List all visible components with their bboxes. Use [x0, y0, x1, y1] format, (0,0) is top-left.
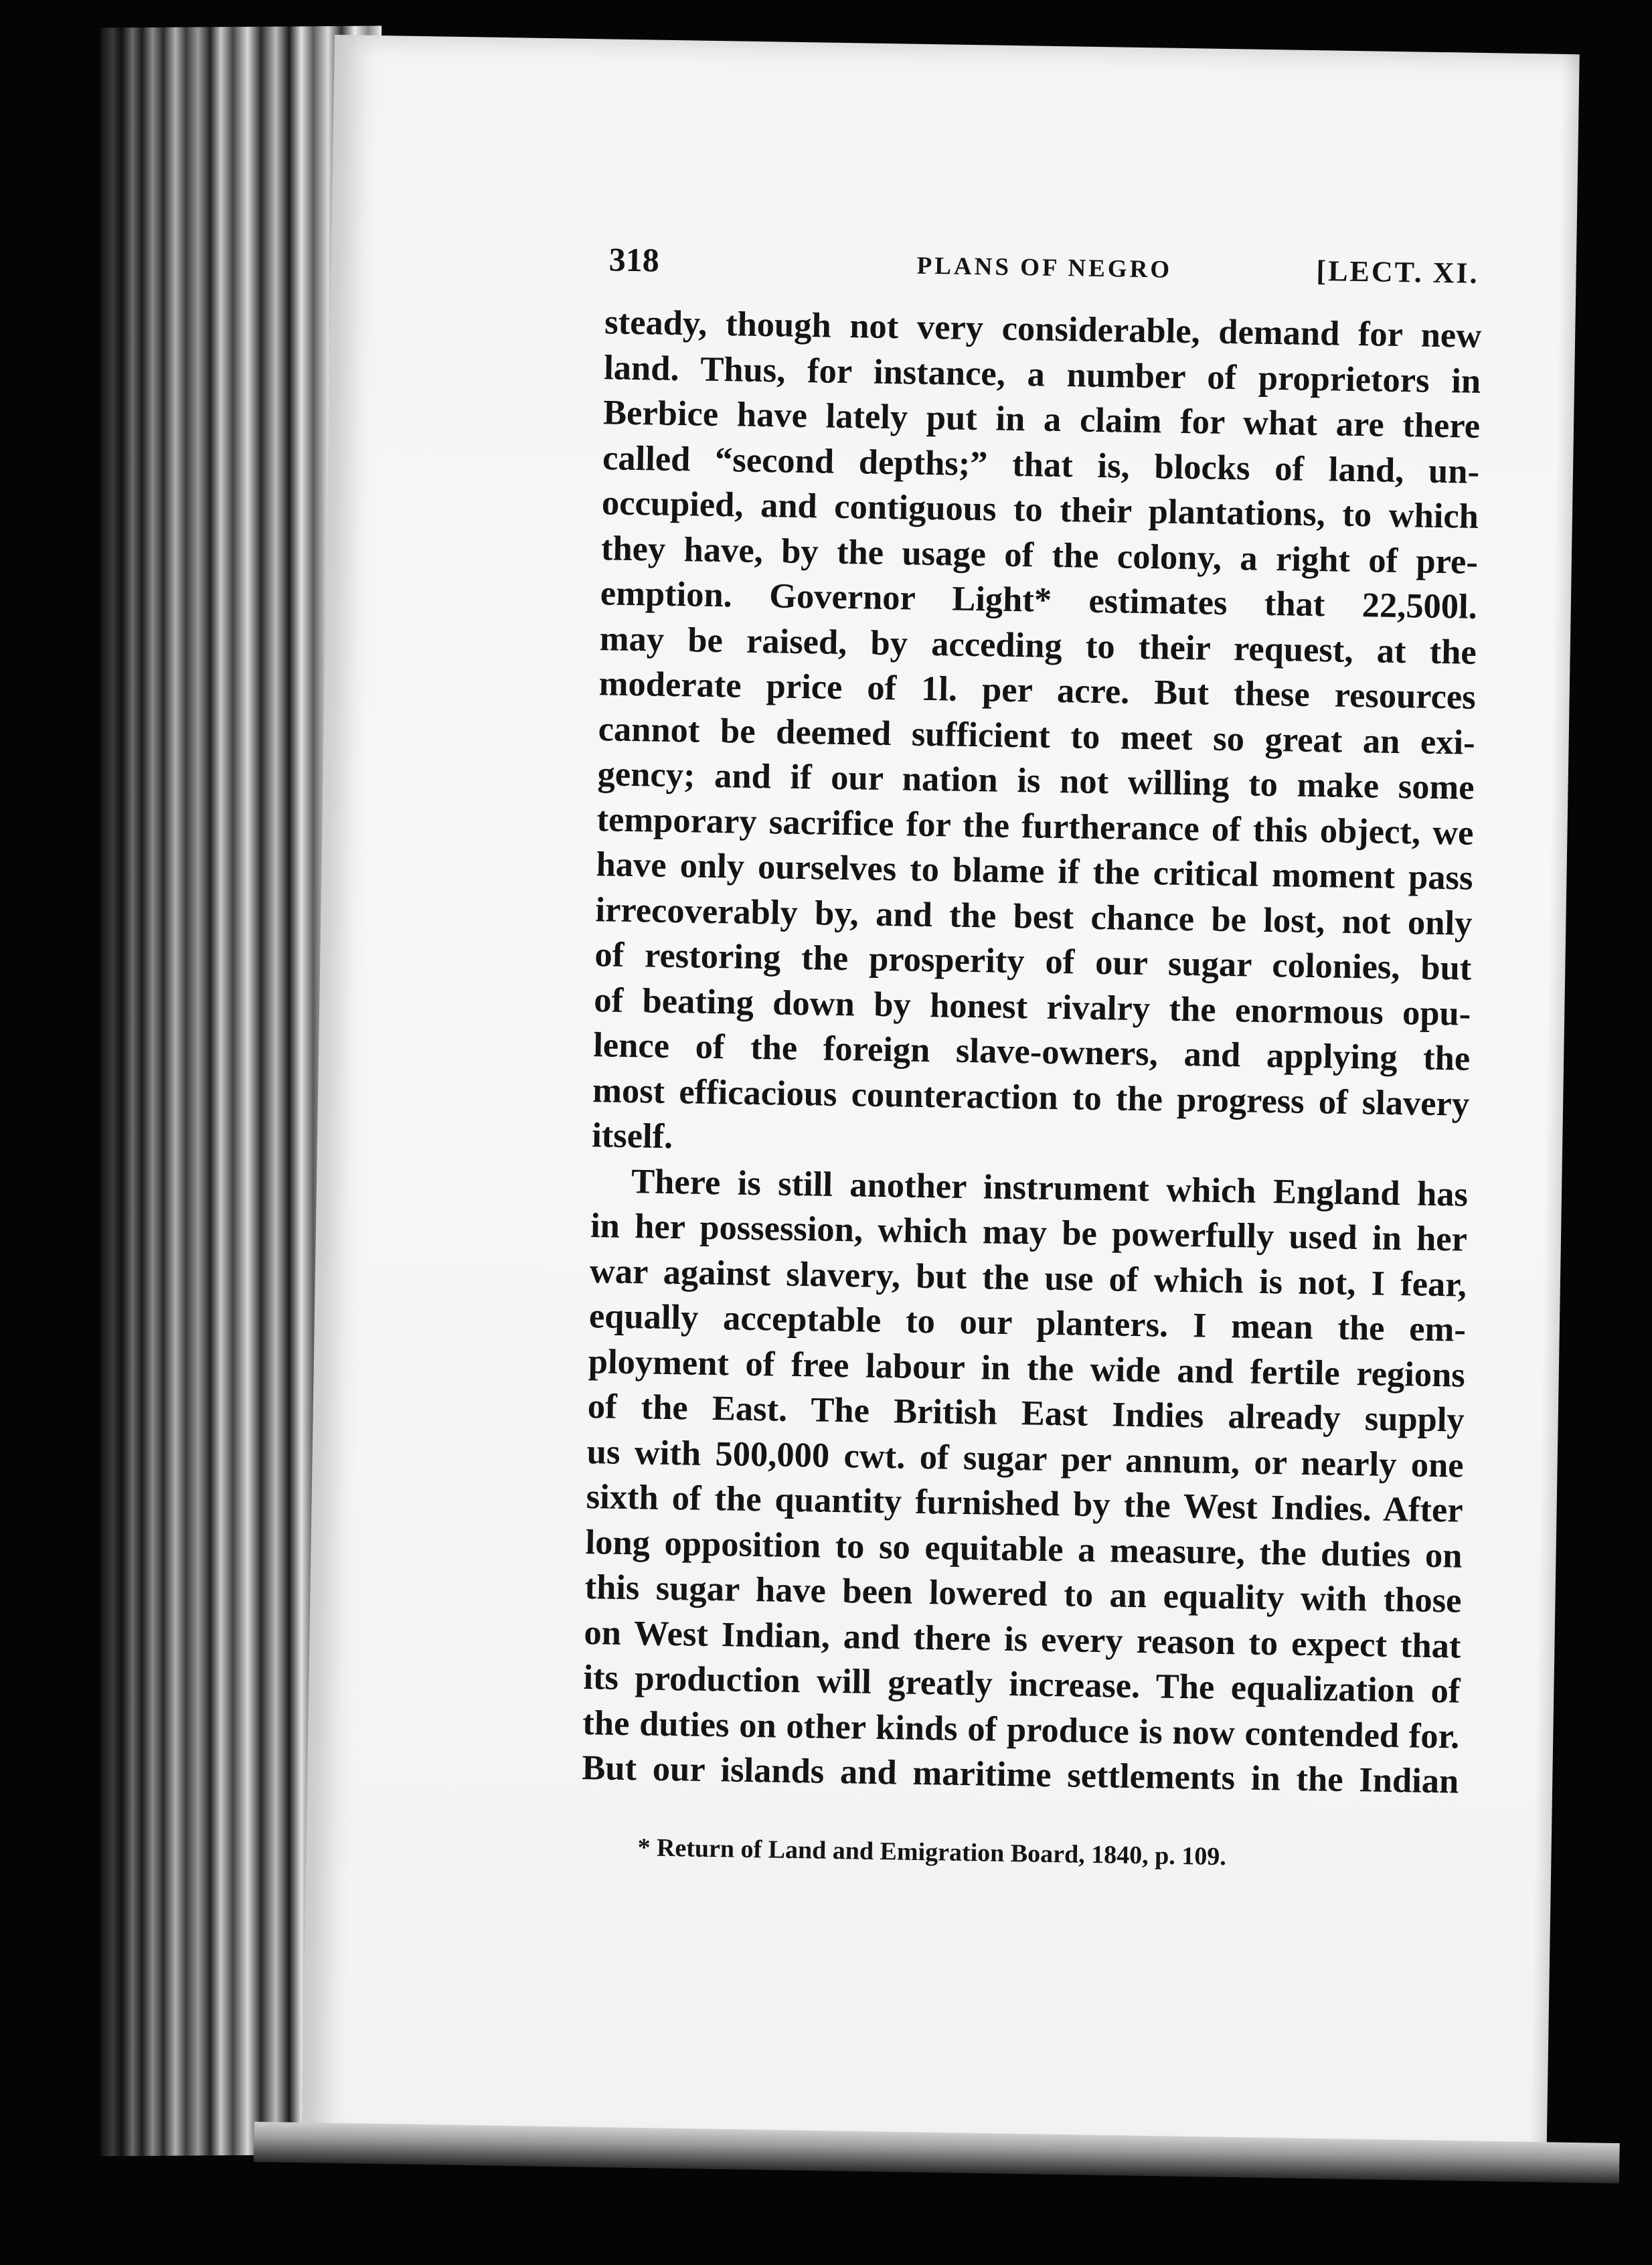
- text-line: Berbice have lately put in a claim for what are there: [602, 393, 1481, 446]
- text-line: its production will greatly increase. The equalization of: [583, 1658, 1461, 1711]
- text-line: lence of the foreign slave-owners, and applying the: [592, 1025, 1471, 1078]
- page-content: [305, 35, 1583, 2163]
- text-line: emption. Governor Light* estimates that 22,500l.: [600, 574, 1478, 626]
- text-line: called “second depths;” that is, blocks of land, un-: [602, 438, 1480, 491]
- text-line: gency; and if our nation is not willing to make some: [597, 754, 1475, 807]
- text-line: irrecoverably by, and the best chance be lost, not only: [595, 890, 1473, 943]
- text-line: ployment of free labour in the wide and fertile regions: [588, 1341, 1466, 1395]
- text-line: long opposition to so equitable a measure, the duties on: [585, 1522, 1463, 1576]
- text-line: us with 500,000 cwt. of sugar per annum, or nearly one: [586, 1432, 1465, 1485]
- text-line: sixth of the quantity furnished by the West Indies. After: [586, 1477, 1464, 1530]
- text-line: this sugar have been lowered to an equality with those: [584, 1568, 1462, 1620]
- text-line: There is still another instrument which England has: [631, 1161, 1469, 1214]
- running-title: PLANS OF NEGRO: [916, 252, 1173, 284]
- text-line: may be raised, by acceding to their request, at the: [599, 618, 1477, 672]
- footnote: * Return of Land and Emigration Board, 1840, p. 109.: [637, 1833, 1227, 1871]
- page-number: 318: [608, 240, 660, 279]
- text-line: land. Thus, for instance, a number of proprietors in: [603, 347, 1481, 401]
- text-line: But our islands and maritime settlements in the Indian: [581, 1748, 1459, 1801]
- text-line: the duties on other kinds of produce is now contended for.: [582, 1703, 1460, 1756]
- text-line: itself.: [591, 1116, 673, 1157]
- text-line: of restoring the prosperity of our sugar colonies, but: [594, 935, 1472, 988]
- lecture-label: [LECT. XI.: [1316, 254, 1479, 290]
- text-line: of beating down by honest rivalry the enormous opu-: [593, 980, 1471, 1033]
- text-line: of the East. The British East Indies already supply: [587, 1387, 1465, 1440]
- text-line: occupied, and contiguous to their plantations, to which: [601, 483, 1479, 536]
- text-line: have only ourselves to blame if the critical moment pass: [596, 845, 1473, 898]
- text-block: [580, 240, 1483, 1877]
- text-line: temporary sacrifice for the furtherance of this object, we: [596, 799, 1474, 853]
- text-line: they have, by the usage of the colony, a right of pre-: [600, 528, 1479, 582]
- text-line: most efficacious counteraction to the progress of slavery: [592, 1070, 1470, 1124]
- text-line: on West Indian, and there is every reason to expect that: [584, 1612, 1461, 1666]
- text-line: war against slavery, but the use of which is not, I fear,: [589, 1251, 1467, 1305]
- text-line: in her possession, which may be powerfully used in her: [590, 1206, 1468, 1259]
- text-line: equally acceptable to our planters. I mean the em-: [588, 1296, 1467, 1349]
- paragraph-2: [582, 1159, 1469, 1805]
- text-line: moderate price of 1l. per acre. But these resources: [598, 664, 1477, 717]
- text-line: cannot be deemed sufficient to meet so great an exi-: [598, 709, 1476, 762]
- text-line: steady, though not very considerable, demand for new: [604, 303, 1482, 355]
- paragraph-1: [592, 300, 1482, 1172]
